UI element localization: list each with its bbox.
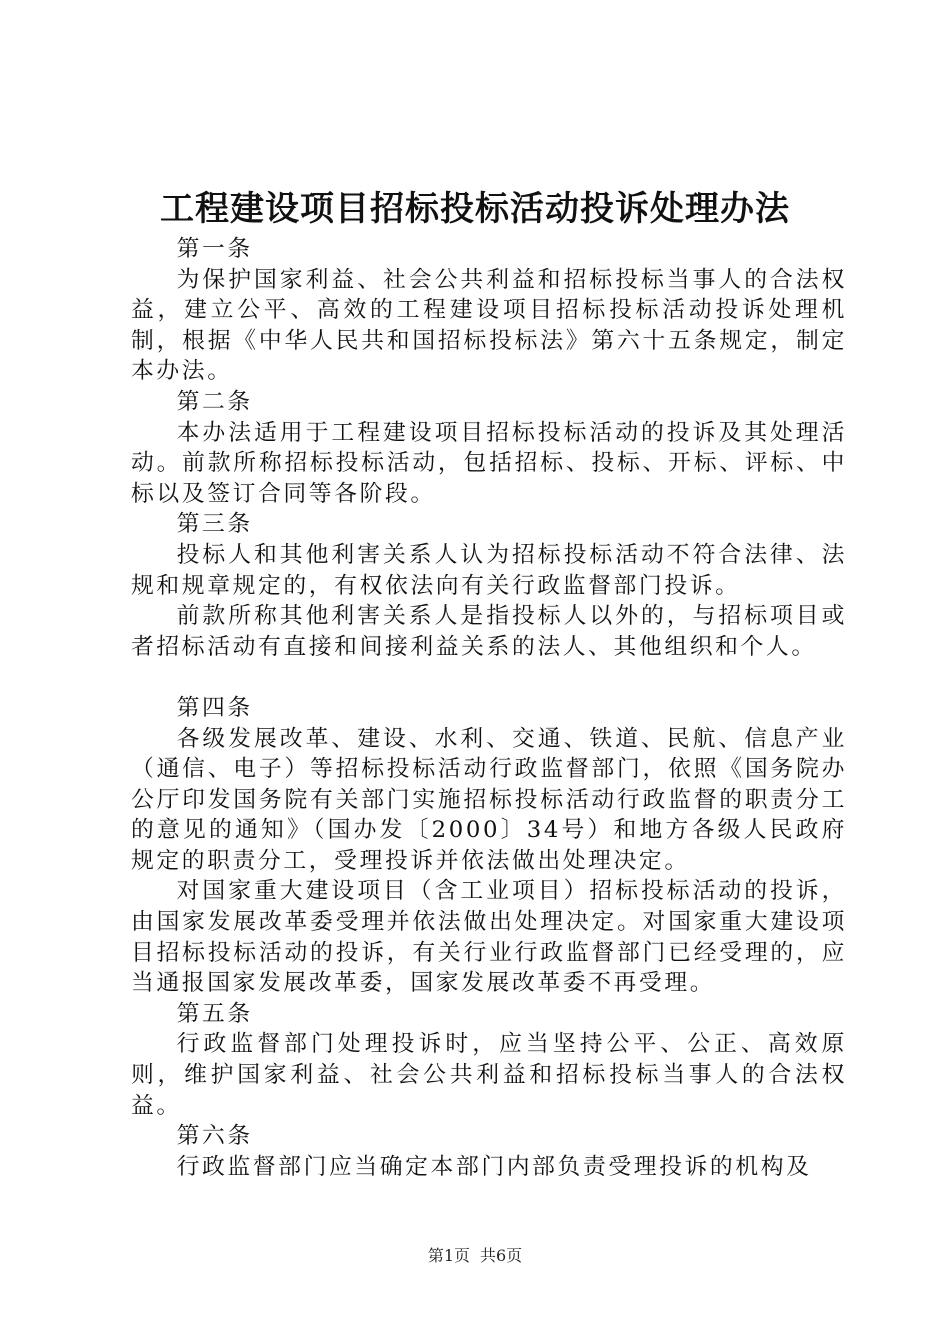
- article-heading: 第四条: [176, 694, 253, 721]
- paragraph: 行政监督部门应当确定本部门内部负责受理投诉的机构及: [176, 1153, 812, 1180]
- document-body: [131, 234, 847, 1182]
- page-footer: [0, 1244, 950, 1268]
- paragraph: 本办法适用于工程建设项目招标投标活动的投诉及其处理活动。前款所称招标投标活动，包括招标、投标、开标、评标、中标以及签订合同等各阶段。: [131, 419, 847, 507]
- article-heading: 第三条: [176, 511, 253, 538]
- page-number: 第1页: [427, 1246, 470, 1265]
- paragraph: 前款所称其他利害关系人是指投标人以外的，与招标项目或者招标活动有直接和间接利益关系的法人、其他组织和个人。: [131, 603, 847, 660]
- page-total: 共6页: [480, 1246, 523, 1265]
- paragraph: 为保护国家利益、社会公共利益和招标投标当事人的合法权益，建立公平、高效的工程建设项目招标投标活动投诉处理机制，根据《中华人民共和国招标投标法》第六十五条规定，制定本办法。: [131, 266, 847, 385]
- paragraph: 对国家重大建设项目（含工业项目）招标投标活动的投诉，由国家发展改革委受理并依法做出处理决定。对国家重大建设项目招标投标活动的投诉，有关行业行政监督部门已经受理的，应当通报国家发展改革委，国家发展改革委不再受理。: [131, 878, 847, 997]
- article-heading: 第六条: [176, 1123, 253, 1150]
- article-heading: 第一条: [176, 236, 253, 262]
- paragraph: 行政监督部门处理投诉时，应当坚持公平、公正、高效原则，维护国家利益、社会公共利益和招标投标当事人的合法权益。: [131, 1031, 847, 1119]
- article-heading: 第二条: [176, 388, 253, 415]
- article-heading: 第五条: [176, 1000, 253, 1027]
- paragraph: 投标人和其他利害关系人认为招标投标活动不符合法律、法规和规章规定的，有权依法向有关行政监督部门投诉。: [131, 541, 847, 599]
- blank-line: [131, 662, 847, 693]
- document-title: 工程建设项目招标投标活动投诉处理办法: [160, 189, 790, 229]
- paragraph: 各级发展改革、建设、水利、交通、铁道、民航、信息产业（通信、电子）等招标投标活动行政监督部门，依照《国务院办公厅印发国务院有关部门实施招标投标活动行政监督的职责分工的意见的通知》（国办发〔2000〕34号）和地方各级人民政府规定的职责分工，受理投诉并依法做出处理决定。: [131, 725, 847, 874]
